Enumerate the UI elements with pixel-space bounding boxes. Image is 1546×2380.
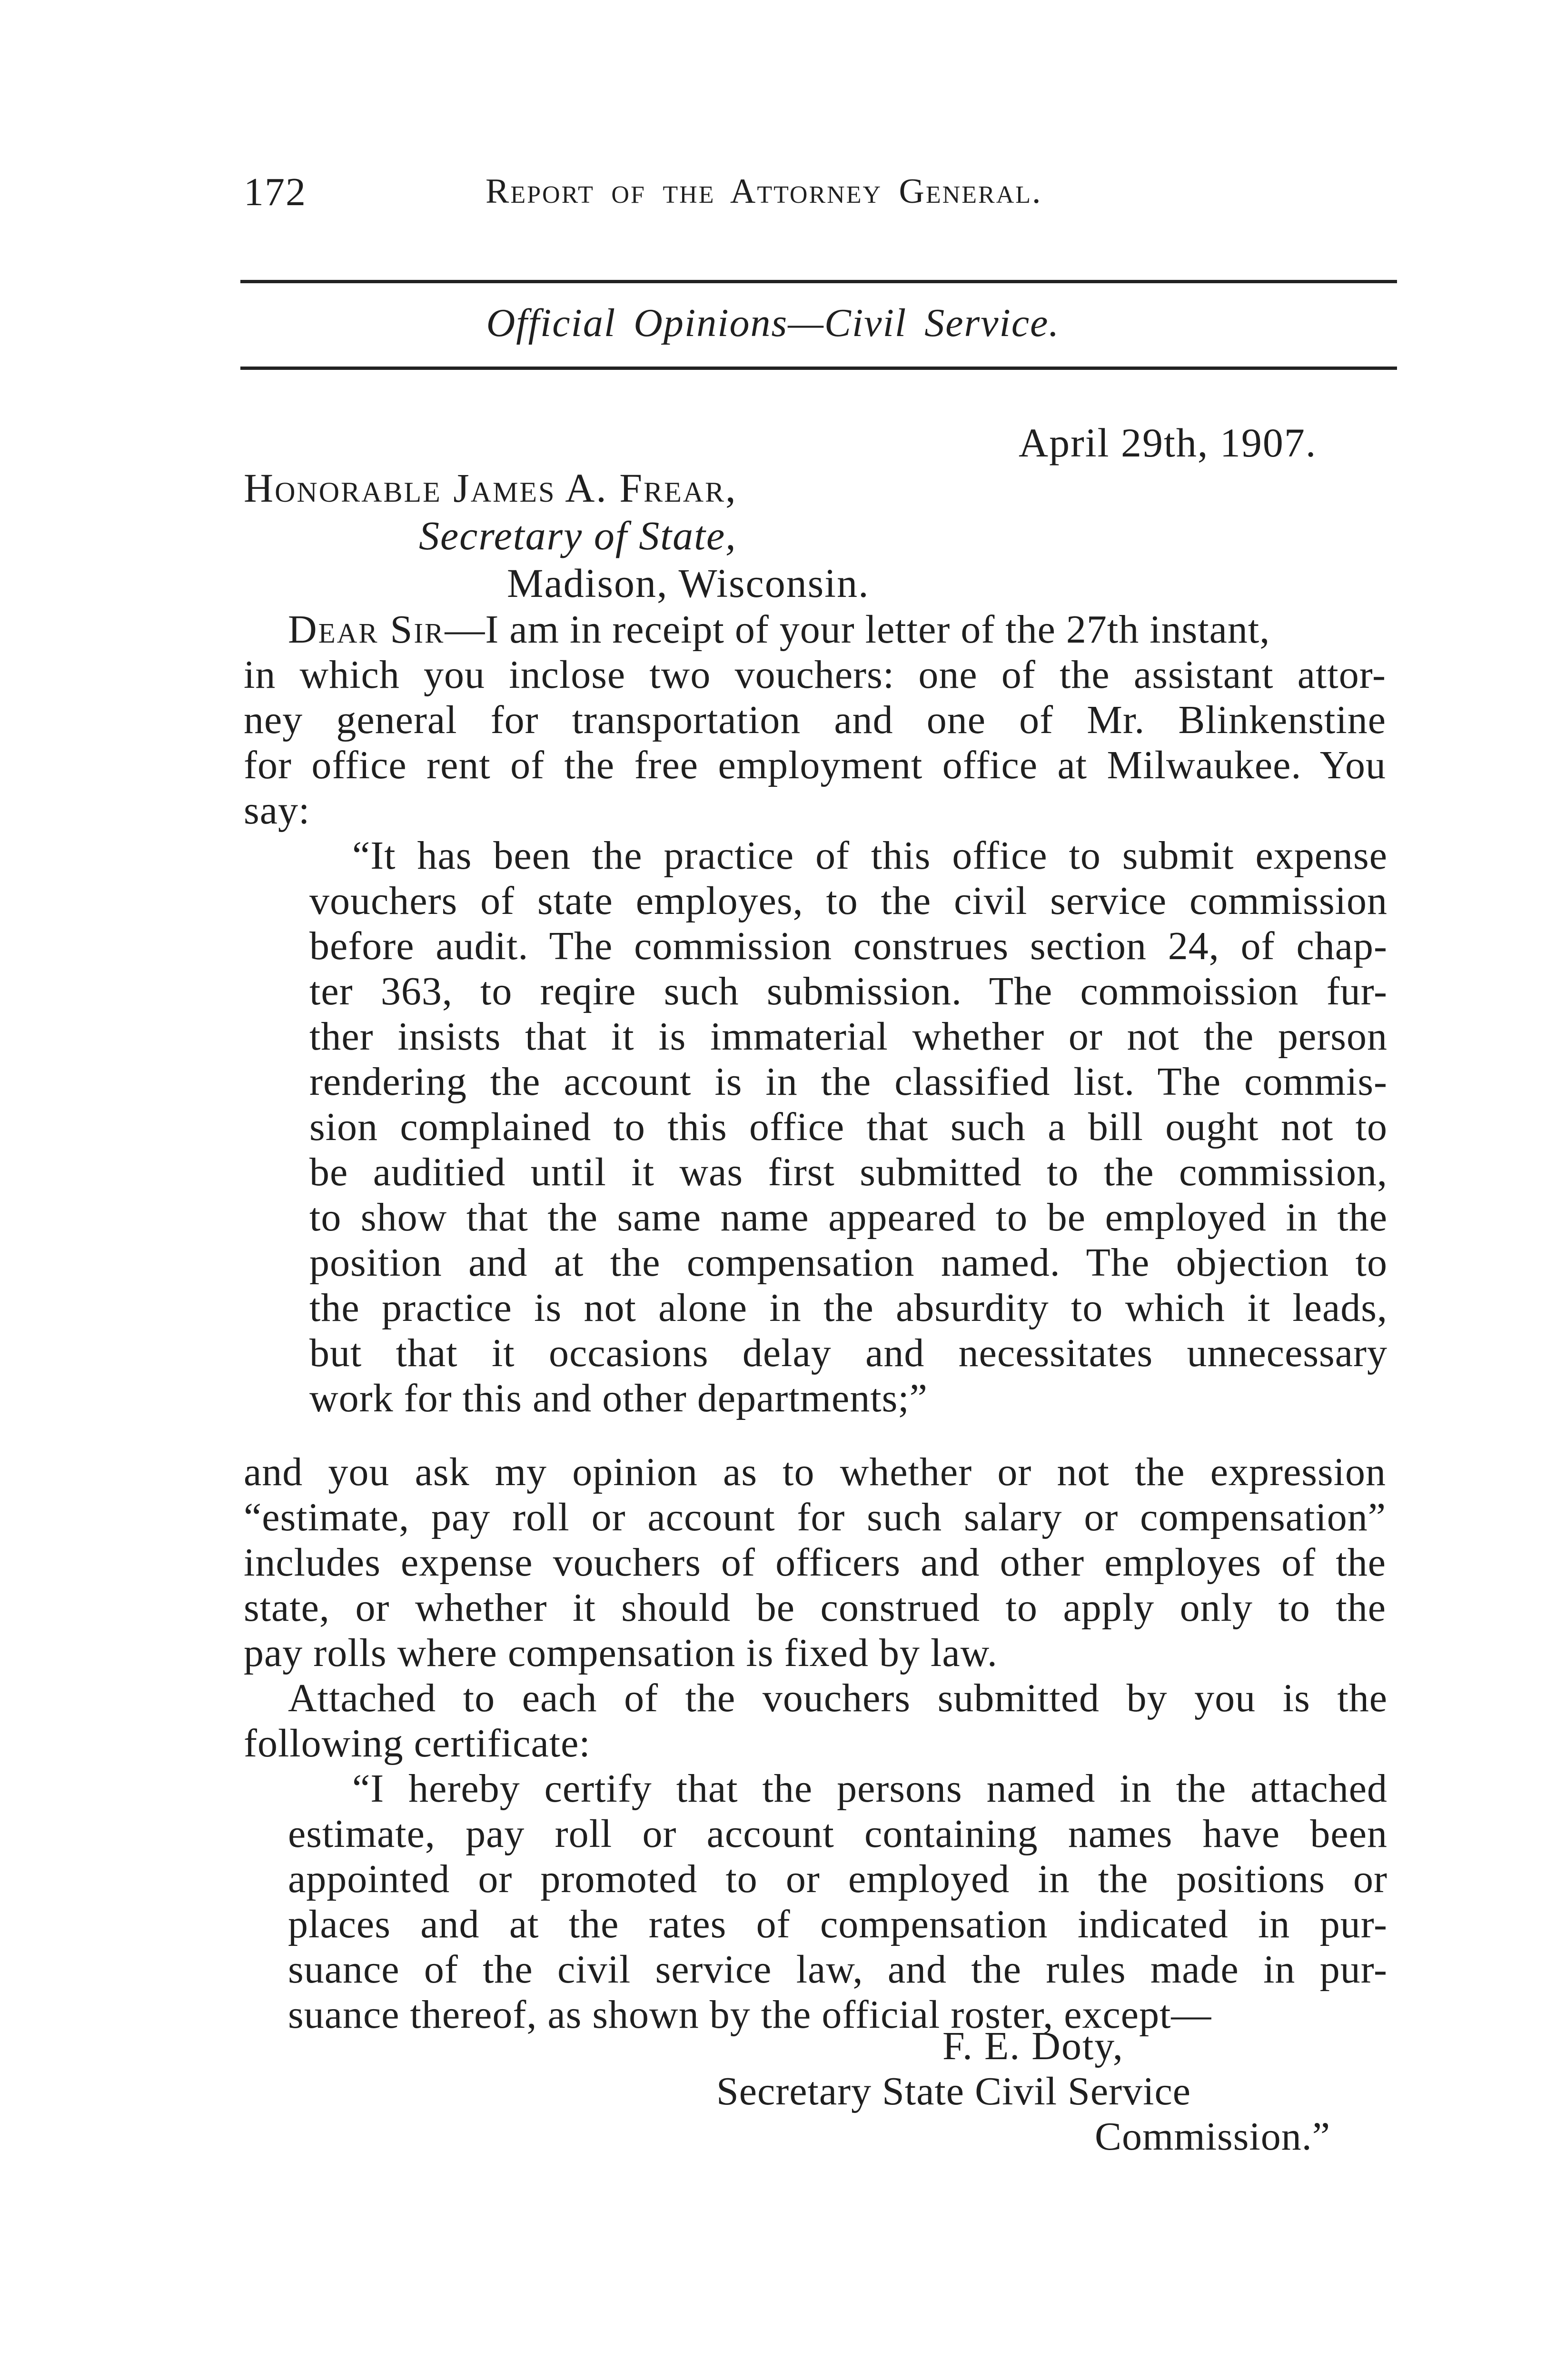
quote1-line-4: ter 363, to reqire such submission. The commoission fur- bbox=[309, 969, 1387, 1013]
quote2-line-6: suance thereof, as shown by the official roster, except— bbox=[288, 1993, 1212, 2037]
para3-line-2: following certificate: bbox=[244, 1721, 591, 1765]
addressee-place: Madison, Wisconsin. bbox=[507, 560, 870, 606]
salutation: Dear Sir bbox=[288, 607, 445, 652]
para1-line-5: say: bbox=[244, 788, 310, 833]
quote1-line-9: to show that the same name appeared to be employed in the bbox=[309, 1195, 1387, 1240]
para2-line-1: and you ask my opinion as to whether or not the expression bbox=[244, 1450, 1386, 1494]
quote1-line-6: rendering the account is in the classified list. The commis- bbox=[309, 1060, 1387, 1104]
signature-name: F. E. Doty, bbox=[942, 2024, 1124, 2068]
top-rule bbox=[240, 280, 1397, 283]
quote2-line-5: suance of the civil service law, and the rules made in pur- bbox=[288, 1947, 1387, 1992]
quote1-line-1: “It has been the practice of this office to submit expense bbox=[352, 833, 1387, 878]
quote1-line-2: vouchers of state employes, to the civil service commission bbox=[309, 879, 1387, 923]
quote1-line-7: sion complained to this office that such a bill ought not to bbox=[309, 1105, 1387, 1149]
quote1-line-5: ther insists that it is immaterial whether or not the person bbox=[309, 1014, 1387, 1059]
para1-line-1-text: —I am in receipt of your letter of the 27th instant, bbox=[445, 607, 1270, 652]
para2-line-2: “estimate, pay roll or account for such salary or compensation” bbox=[244, 1495, 1386, 1539]
letter-date: April 29th, 1907. bbox=[1019, 420, 1317, 466]
bottom-rule bbox=[240, 367, 1397, 370]
quote2-line-4: places and at the rates of compensation indicated in pur- bbox=[288, 1902, 1387, 1946]
signature-title-line-1: Secretary State Civil Service bbox=[716, 2069, 1191, 2113]
para1-line-2: in which you inclose two vouchers: one of the assistant attor- bbox=[244, 653, 1386, 697]
signature-title-line-2: Commission.” bbox=[1095, 2114, 1331, 2159]
addressee-title: Secretary of State, bbox=[419, 513, 737, 558]
para2-line-5: pay rolls where compensation is fixed by law. bbox=[244, 1631, 998, 1675]
para2-line-3: includes expense vouchers of officers and other employes of the bbox=[244, 1540, 1386, 1585]
page-number: 172 bbox=[244, 170, 307, 214]
quote1-line-3: before audit. The commission construes section 24, of chap- bbox=[309, 924, 1387, 968]
quote2-line-1: “I hereby certify that the persons named in the attached bbox=[352, 1766, 1387, 1811]
addressee-name: Honorable James A. Frear, bbox=[244, 465, 737, 511]
quote2-line-2: estimate, pay roll or account containing names have been bbox=[288, 1812, 1387, 1856]
quote1-line-13: work for this and other departments;” bbox=[309, 1376, 928, 1420]
para1-line-3: ney general for transportation and one of Mr. Blinkenstine bbox=[244, 698, 1386, 742]
section-heading: Official Opinions—Civil Service. bbox=[486, 301, 1060, 345]
para1-line-1 bbox=[288, 607, 1387, 653]
quote1-line-11: the practice is not alone in the absurdity to which it leads, bbox=[309, 1286, 1387, 1330]
quote1-line-8: be auditied until it was first submitted to the commission, bbox=[309, 1150, 1387, 1194]
quote1-line-10: position and at the compensation named. The objection to bbox=[309, 1240, 1387, 1285]
para3-line-1: Attached to each of the vouchers submitted by you is the bbox=[288, 1676, 1387, 1720]
para1-line-4: for office rent of the free employment office at Milwaukee. You bbox=[244, 743, 1386, 787]
quote1-line-12: but that it occasions delay and necessitates unnecessary bbox=[309, 1331, 1387, 1375]
quote2-line-3: appointed or promoted to or employed in the positions or bbox=[288, 1857, 1387, 1901]
para2-line-4: state, or whether it should be construed to apply only to the bbox=[244, 1586, 1386, 1630]
running-head: Report of the Attorney General. bbox=[486, 172, 1042, 211]
